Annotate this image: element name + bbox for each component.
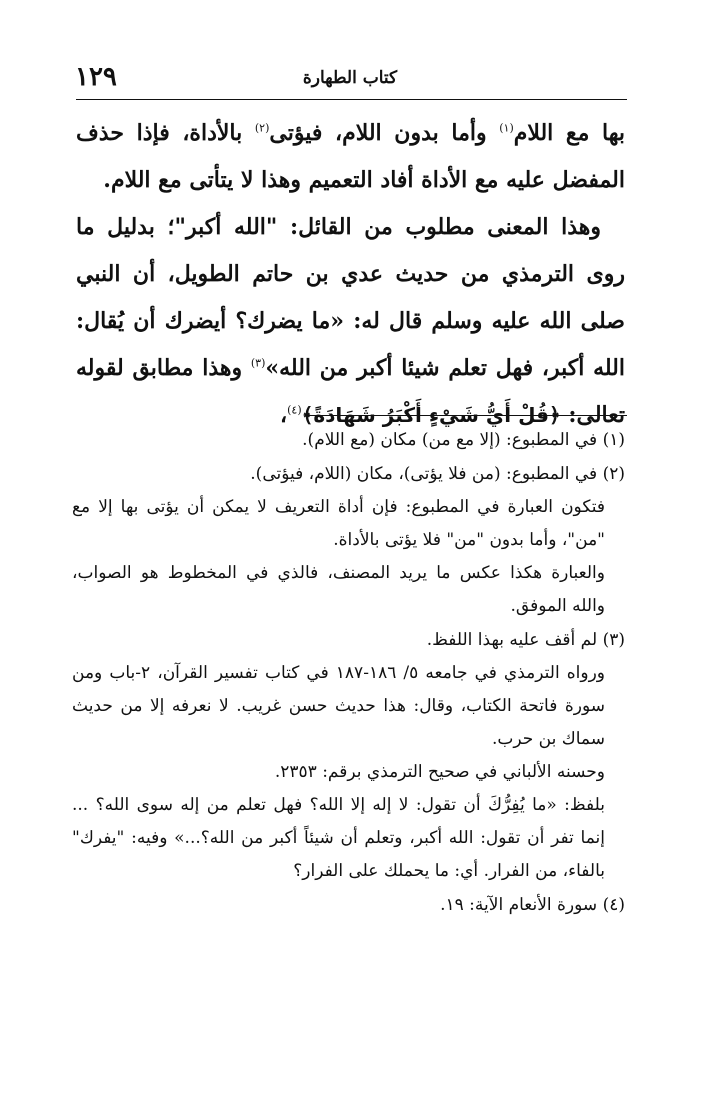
footnote-text: (٣) لم أقف عليه بهذا اللفظ. xyxy=(426,630,625,650)
text-segment: وأما بدون اللام، فيؤتى xyxy=(269,120,500,146)
footnote-continuation: بلفظ: «ما يُفِرُّكَ أن تقول: لا إله إلا الله؟ فهل تعلم من إله سوى الله؟ ... إنما تفر أن تقول: الله أكبر، وتعلم أن شيئاً أكبر من الله؟...» وفيه: "يفرك" بالفاء، من الفرار. أي: ما يحملك على الفرار؟ xyxy=(72,795,606,881)
footnote-4 xyxy=(72,889,625,922)
footnote-ref-1[interactable]: (١) xyxy=(499,121,514,135)
footnote-continuation: وحسنه الألباني في صحيح الترمذي برقم: ٢٣٥٣. xyxy=(274,762,605,782)
footnote-continuation: والعبارة هكذا عكس ما يريد المصنف، فالذي في المخطوط هو الصواب، والله الموفق. xyxy=(72,563,605,616)
text-segment: وهذا مطابق لقوله تعالى: xyxy=(76,355,625,428)
quran-verse: ﴿قُلْ أَيُّ شَيْءٍ أَكْبَرُ شَهَادَةً﴾ xyxy=(301,403,561,427)
footnote-continuation: ورواه الترمذي في جامعه ٥/ ١٨٦-١٨٧ في كتاب تفسير القرآن، ٢-باب ومن سورة فاتحة الكتاب، وقال: هذا حديث حسن غريب. لا نعرفه إلا من حديث سماك بن حرب. xyxy=(72,663,606,749)
footnote-2 xyxy=(72,458,625,623)
footnote-1 xyxy=(72,424,625,457)
footnote-text: (١) في المطبوع: (إلا مع من) مكان (مع اللام). xyxy=(302,430,625,450)
footnote-3 xyxy=(72,624,625,888)
footnote-text: (٤) سورة الأنعام الآية: ١٩. xyxy=(440,895,625,915)
header-divider xyxy=(76,99,627,100)
footnote-ref-2[interactable]: (٢) xyxy=(254,121,270,135)
footnote-continuation: فتكون العبارة في المطبوع: فإن أداة التعريف لا يمكن أن يؤتى بها إلا مع "من"، وأما بدون "من" فلا يؤتى بالأداة. xyxy=(72,497,605,550)
paragraph-1 xyxy=(76,110,625,204)
text-segment: وهذا المعنى مطلوب من القائل: "الله أكبر"؛ بدليل ما روى الترمذي من حديث عدي بن حاتم الطويل، أن النبي صلى الله عليه وسلم قال له: «ما يضرك؟ أيضرك أن يُقال: الله أكبر، فهل تعلم شيئا أكبر من الله» xyxy=(76,214,625,381)
footnotes xyxy=(72,424,625,923)
main-text xyxy=(76,110,625,439)
text-segment: ، xyxy=(280,402,288,428)
paragraph-2 xyxy=(76,204,625,439)
footnote-ref-4[interactable]: (٤) xyxy=(287,403,302,417)
footnote-text: (٢) في المطبوع: (من فلا يؤتى)، مكان (اللام، فيؤتى). xyxy=(250,464,625,484)
footnote-divider xyxy=(305,415,627,416)
text-segment: بالأداة، فإذا حذف المفضل عليه مع الأداة أفاد التعميم وهذا لا يتأتى مع اللام. xyxy=(76,120,625,193)
text-segment: بها مع اللام xyxy=(513,120,626,146)
running-title: كتاب الطهارة xyxy=(302,68,398,88)
page-number: ١٢٩ xyxy=(75,62,117,92)
footnote-ref-3[interactable]: (٣) xyxy=(250,356,266,370)
page-header xyxy=(75,62,625,96)
